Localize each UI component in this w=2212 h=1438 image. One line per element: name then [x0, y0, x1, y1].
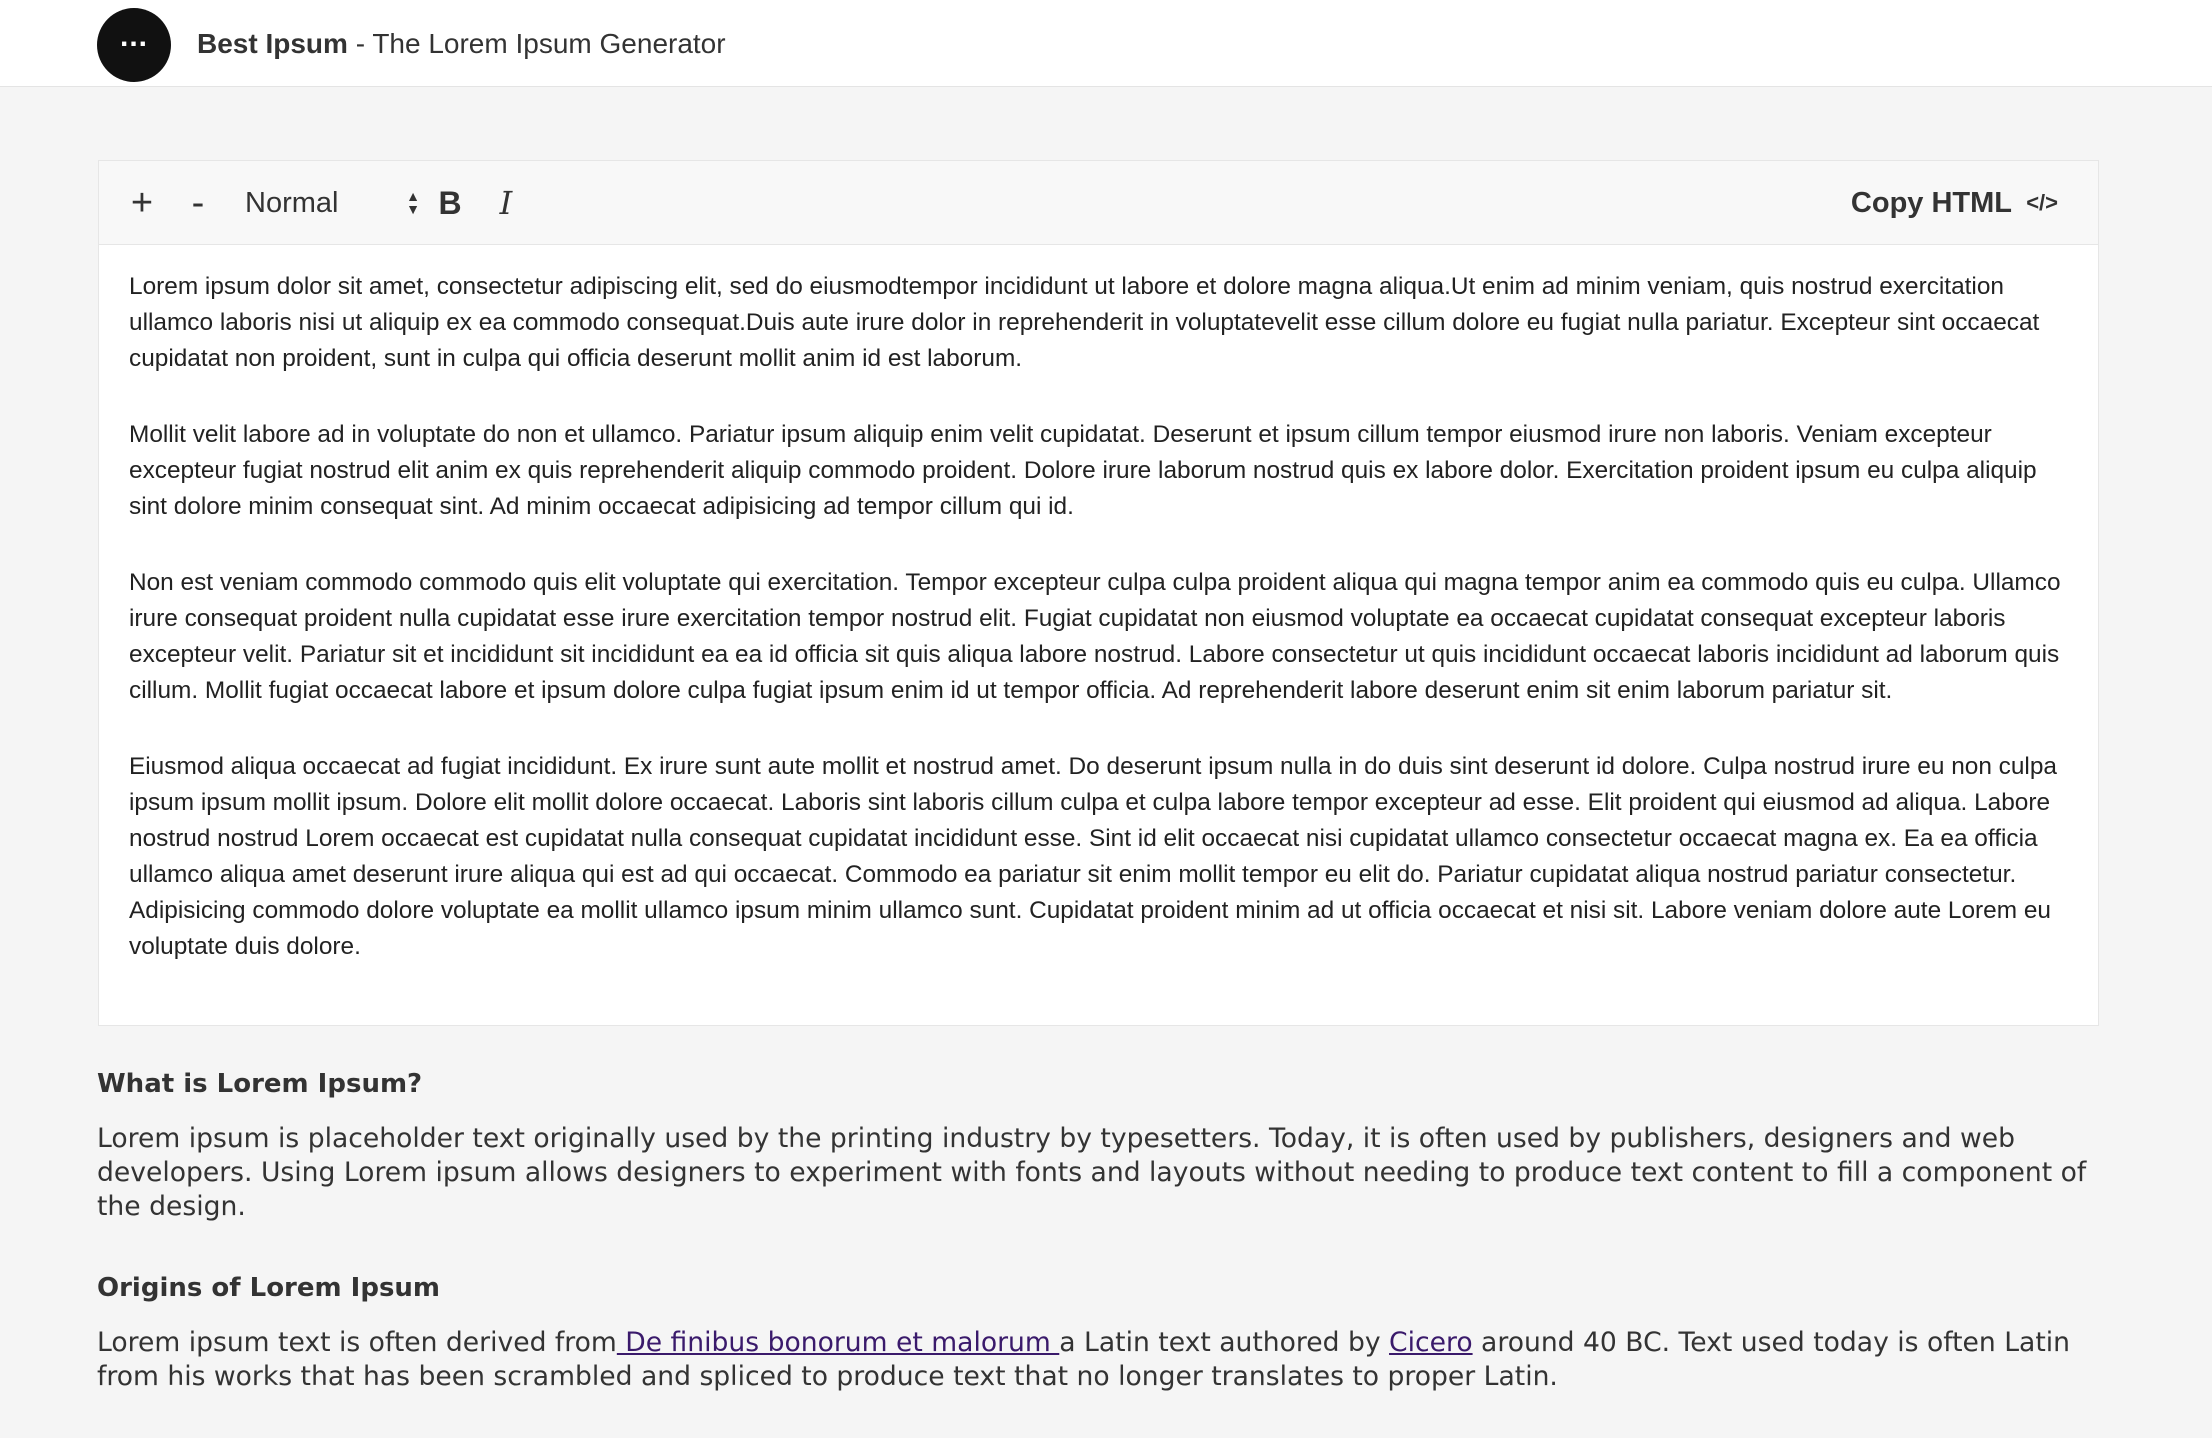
menu-button[interactable]	[97, 8, 171, 82]
cicero-link[interactable]: Cicero	[1389, 1327, 1473, 1358]
text-editor	[98, 160, 2099, 1026]
editor-paragraph: Eiusmod aliqua occaecat ad fugiat incididunt. Ex irure sunt aute mollit et nostrud amet. Do deserunt ipsum nulla in do duis sint deserunt id dolore. Culpa nostrud irure eu non culpa ipsum ipsum mollit ipsum. Dolore elit mollit dolore occaecat. Laboris sint laboris cillum culpa et culpa labore tempor excepteur ad esse. Elit proident qui eiusmod ad aliqua. Labore nostrud nostrud Lorem occaecat est cupidatat nulla consequat cupidatat incididunt esse. Sint id elit occaecat nisi cupidatat ullamco consectetur occaecat magna ex. Ea ea officia ullamco aliqua amet deserunt irure aliqua qui est ad qui occaecat. Commodo ea pariatur sit enim mollit tempor eu elit do. Pariatur cupidatat aliqua nostrud pariatur consectetur. Adipisicing commodo dolore voluptate ea mollit ullamco ipsum minim ullamco sunt. Cupidatat proident minim ad ut officia occaecat et nisi sit. Labore veniam dolore aute Lorem eu voluptate duis dolore.	[129, 753, 2057, 960]
tagline: - The Lorem Ipsum Generator	[347, 28, 726, 59]
origins-text-part: a Latin text authored by	[1059, 1327, 1390, 1358]
origins-text-part: around 40 BC. Text used today is often Latin from his works that has been scrambled and spliced to produce text that no longer translates to proper Latin.	[97, 1327, 2071, 1392]
increase-paragraphs-button[interactable]: +	[130, 182, 154, 224]
info-section	[97, 1064, 2117, 1438]
code-icon[interactable]: </>	[2026, 190, 2058, 215]
origins-text	[97, 1326, 2117, 1394]
italic-button[interactable]: I	[499, 184, 513, 222]
editor-paragraph: Lorem ipsum dolor sit amet, consectetur adipiscing elit, sed do eiusmodtempor incididunt ut labore et dolore magna aliqua.Ut enim ad minim veniam, quis nostrud exercitation ullamco laboris nisi ut aliquip ex ea commodo consequat.Duis aute irure dolor in reprehenderit in voluptatevelit esse cillum dolore eu fugiat nulla pariatur. Excepteur sint occaecat cupidatat non proident, sunt in culpa qui officia deserunt mollit anim id est laborum.	[129, 273, 2040, 372]
editor-content[interactable]	[99, 245, 2098, 1005]
origins-heading: Origins of Lorem Ipsum	[97, 1273, 441, 1303]
select-arrows-icon: ▲ ▼	[406, 188, 420, 217]
what-heading: What is Lorem Ipsum?	[97, 1069, 423, 1099]
what-text: Lorem ipsum is placeholder text originally used by the printing industry by typesetters. Today, it is often used by publishers, designers and web developers. Using Lorem ipsum allows designers to experiment with fonts and layouts without needing to produce text content to fill a component of the design.	[97, 1123, 2087, 1222]
more-icon: ...	[119, 20, 148, 53]
brand-name: Best Ipsum	[197, 28, 348, 59]
format-select-value: Normal	[245, 187, 339, 219]
de-finibus-link[interactable]: De finibus bonorum et malorum	[616, 1327, 1060, 1358]
editor-toolbar	[99, 161, 2098, 245]
format-select[interactable]	[245, 183, 421, 223]
origins-text-part: Lorem ipsum text is often derived from	[97, 1327, 617, 1358]
editor-paragraph: Non est veniam commodo commodo quis elit voluptate qui exercitation. Tempor excepteur culpa culpa proident aliqua qui magna tempor anim ea commodo quis eu culpa. Ullamco irure consequat proident nulla cupidatat esse irure exercitation tempor nostrud elit. Fugiat cupidatat non eiusmod voluptate ea occaecat cupidatat consequat excepteur laboris excepteur velit. Pariatur sit et incididunt sit incididunt ea ea id officia sit quis aliqua labore nostrud. Labore consectetur ut quis incididunt occaecat laboris incididunt ad laborum quis cillum. Mollit fugiat occaecat labore et ipsum dolore culpa fugiat ipsum enim id ut tempor officia. Ad reprehenderit labore deserunt enim sit enim laborum pariatur sit.	[129, 569, 2061, 704]
editor-paragraph: Mollit velit labore ad in voluptate do non et ullamco. Pariatur ipsum aliquip enim velit cupidatat. Deserunt et ipsum cillum tempor eiusmod irure non laboris. Veniam excepteur excepteur fugiat nostrud elit anim ex quis reprehenderit aliquip commodo proident. Dolore irure laborum nostrud quis ex labore dolor. Exercitation proident ipsum eu culpa aliquip sint dolore minim consequat sint. Ad minim occaecat adipisicing ad tempor cillum qui id.	[129, 421, 2037, 520]
site-title	[197, 28, 726, 60]
decrease-paragraphs-button[interactable]: -	[191, 182, 205, 224]
copy-html-button[interactable]: Copy HTML	[1850, 187, 2012, 219]
top-bar	[0, 0, 2212, 87]
bold-button[interactable]: B	[438, 185, 462, 221]
